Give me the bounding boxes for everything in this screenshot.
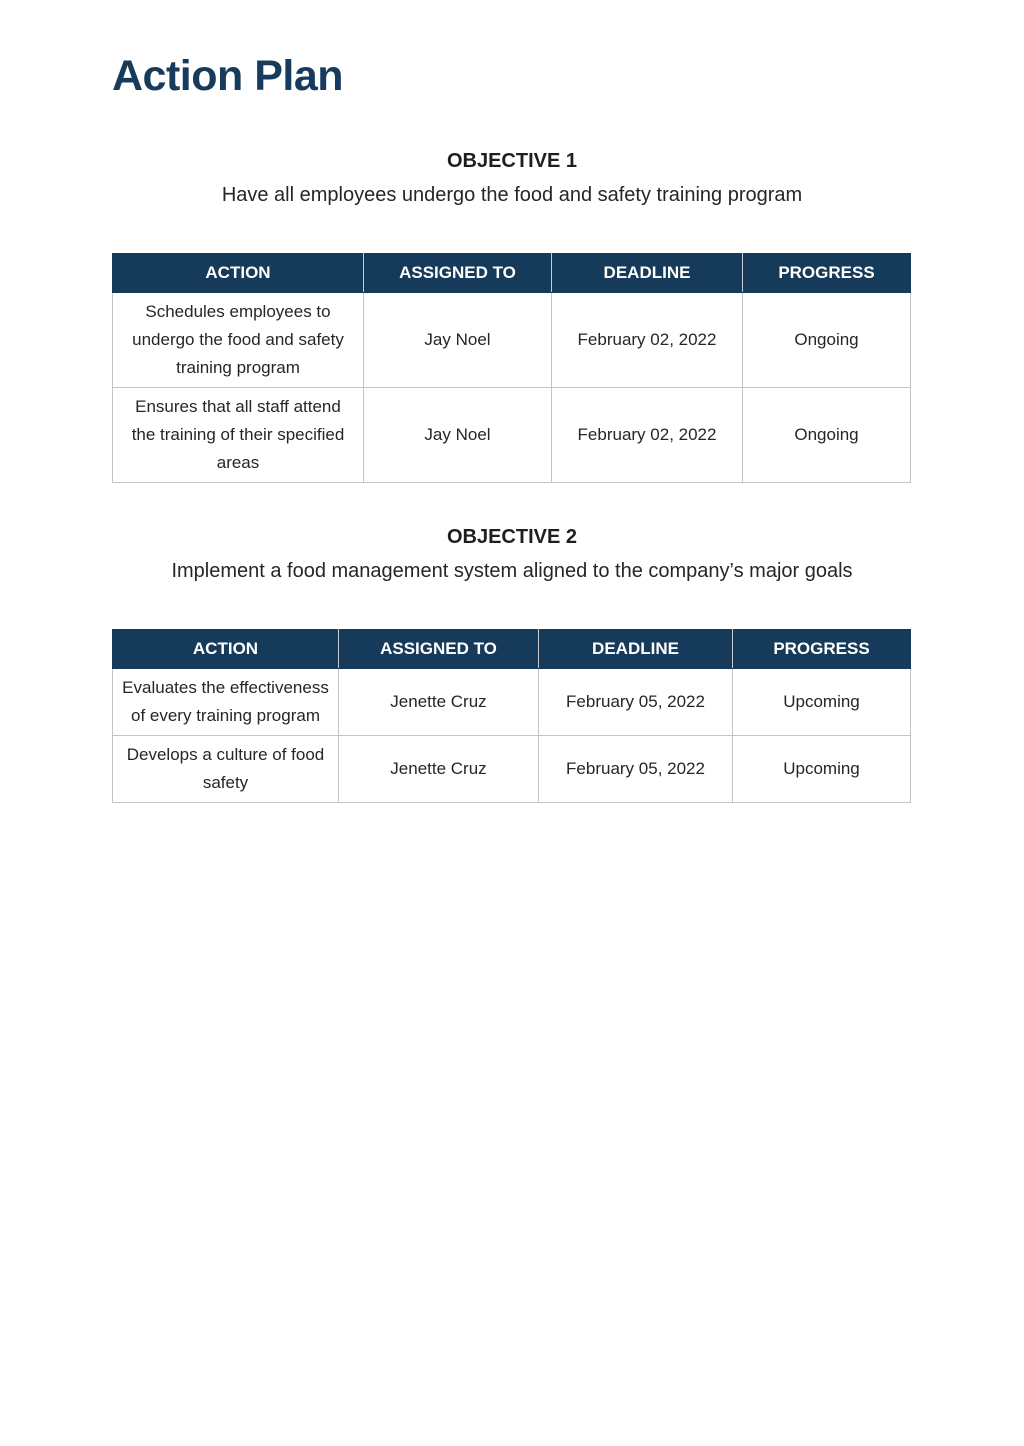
action-cell: Ensures that all staff attend the training of their specified areas	[113, 388, 364, 483]
action-cell: Develops a culture of food safety	[113, 736, 339, 803]
table-row	[113, 736, 911, 803]
progress-cell: Ongoing	[743, 293, 911, 388]
table-header-row	[113, 630, 911, 669]
objective-1-description: Have all employees undergo the food and safety training program	[221, 184, 803, 206]
objective-2-description: Implement a food management system aligned to the company’s major goals	[171, 560, 853, 582]
column-header-deadline: DEADLINE	[539, 630, 733, 669]
column-header-assigned-to: ASSIGNED TO	[364, 254, 552, 293]
assigned-to-cell: Jenette Cruz	[339, 736, 539, 803]
table-row	[113, 293, 911, 388]
action-cell: Evaluates the effectiveness of every training program	[113, 669, 339, 736]
deadline-cell: February 05, 2022	[539, 736, 733, 803]
progress-cell: Ongoing	[743, 388, 911, 483]
deadline-cell: February 02, 2022	[552, 293, 743, 388]
objective-2-table	[112, 629, 911, 803]
column-header-action: ACTION	[113, 254, 364, 293]
table-row	[113, 669, 911, 736]
progress-cell: Upcoming	[733, 736, 911, 803]
column-header-progress: PROGRESS	[743, 254, 911, 293]
progress-cell: Upcoming	[733, 669, 911, 736]
deadline-cell: February 02, 2022	[552, 388, 743, 483]
assigned-to-cell: Jay Noel	[364, 293, 552, 388]
assigned-to-cell: Jay Noel	[364, 388, 552, 483]
objective-1-heading: OBJECTIVE 1	[446, 150, 578, 172]
deadline-cell: February 05, 2022	[539, 669, 733, 736]
column-header-progress: PROGRESS	[733, 630, 911, 669]
column-header-deadline: DEADLINE	[552, 254, 743, 293]
page-title: Action Plan	[112, 52, 344, 100]
column-header-assigned-to: ASSIGNED TO	[339, 630, 539, 669]
assigned-to-cell: Jenette Cruz	[339, 669, 539, 736]
action-cell: Schedules employees to undergo the food and safety training program	[113, 293, 364, 388]
objective-1-table	[112, 253, 911, 483]
objective-2-heading: OBJECTIVE 2	[446, 526, 578, 548]
column-header-action: ACTION	[113, 630, 339, 669]
table-header-row	[113, 254, 911, 293]
table-row	[113, 388, 911, 483]
